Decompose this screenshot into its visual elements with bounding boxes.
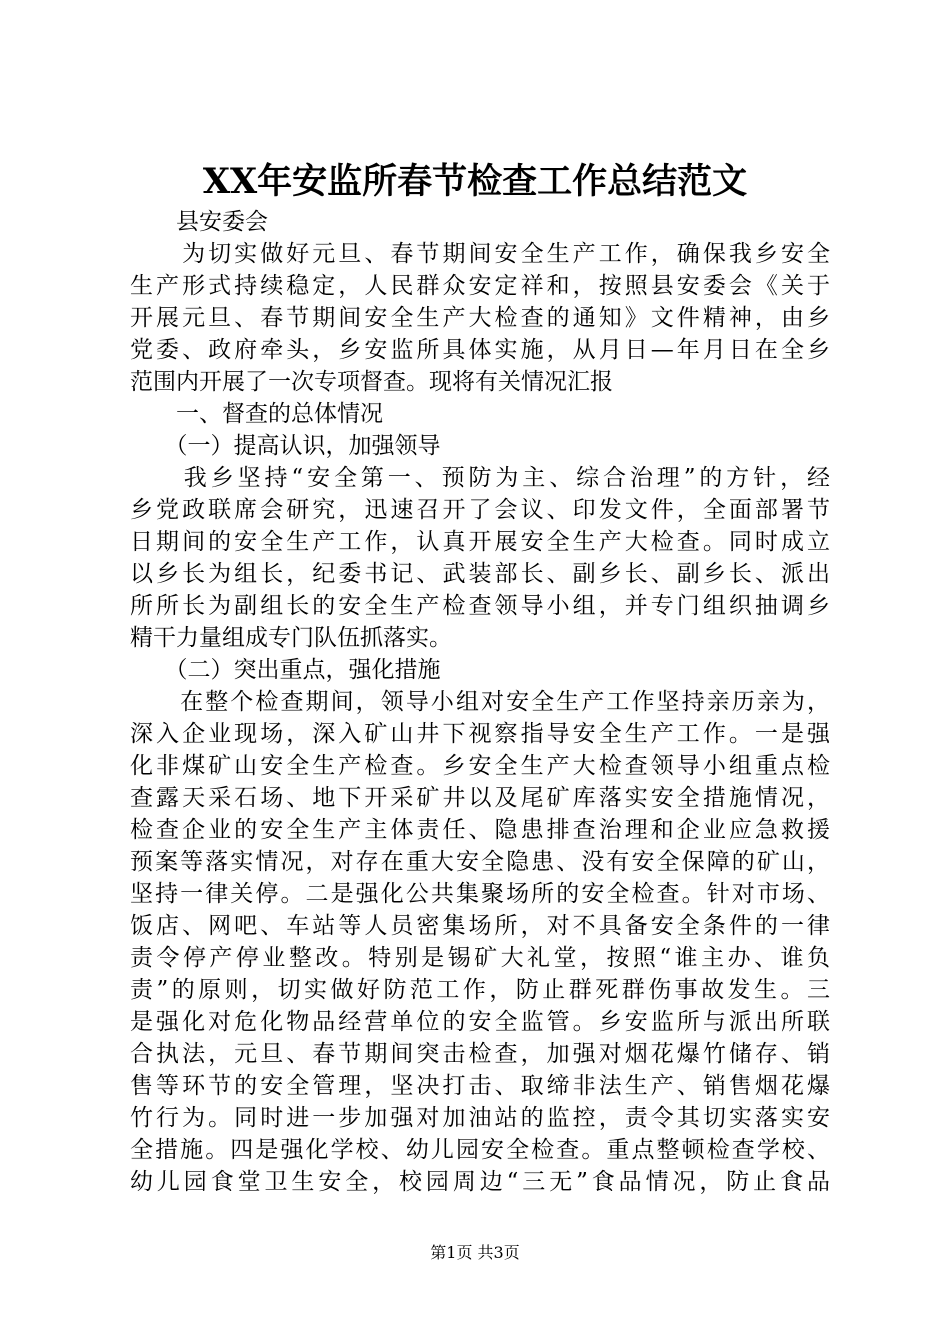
text-line: 党委、政府牵头，乡安监所具体实施，从月日—年月日在全乡 [130,337,830,363]
text-line: 以乡长为组长，纪委书记、武装部长、副乡长、副乡长、派出 [130,561,830,587]
document-title: XX年安监所春节检查工作总结范文 [202,161,748,202]
text-line: 日期间的安全生产工作，认真开展安全生产大检查。同时成立 [130,529,830,555]
text-line: 售等环节的安全管理，坚决打击、取缔非法生产、销售烟花爆 [130,1073,830,1099]
text-line: 乡党政联席会研究，迅速召开了会议、印发文件，全面部署节 [130,497,830,523]
text-line: 饭店、网吧、车站等人员密集场所，对不具备安全条件的一律 [130,913,830,939]
text-line: 县安委会 [130,209,268,235]
text-line: 是强化对危化物品经营单位的安全监管。乡安监所与派出所联 [130,1009,830,1035]
text-line: 开展元旦、春节期间安全生产大检查的通知》文件精神，由乡 [130,305,830,331]
text-line: 范围内开展了一次专项督查。现将有关情况汇报 [130,369,613,395]
text-line: 为切实做好元旦、春节期间安全生产工作，确保我乡安全 [130,241,830,267]
text-line: 坚持一律关停。二是强化公共集聚场所的安全检查。针对市场、 [130,881,830,907]
text-line: （二）突出重点，强化措施 [130,657,441,683]
text-line: 预案等落实情况，对存在重大安全隐患、没有安全保障的矿山， [130,849,830,875]
text-line: 深入企业现场，深入矿山井下视察指导安全生产工作。一是强 [130,721,830,747]
page-footer: 第1页 共3页 [430,1243,520,1262]
text-line: 一、督查的总体情况 [130,401,383,427]
text-line: 检查企业的安全生产主体责任、隐患排查治理和企业应急救援 [130,817,830,843]
text-line: （一）提高认识，加强领导 [130,433,441,459]
text-line: 我乡坚持“安全第一、预防为主、综合治理”的方针，经 [130,465,830,491]
text-line: 精干力量组成专门队伍抓落实。 [130,625,452,651]
text-line: 责”的原则，切实做好防范工作，防止群死群伤事故发生。三 [130,977,830,1003]
text-line: 在整个检查期间，领导小组对安全生产工作坚持亲历亲为， [130,689,830,715]
text-line: 全措施。四是强化学校、幼儿园安全检查。重点整顿检查学校、 [130,1137,830,1163]
text-line: 责令停产停业整改。特别是锡矿大礼堂，按照“谁主办、谁负 [130,945,830,971]
text-line: 幼儿园食堂卫生安全，校园周边“三无”食品情况，防止食品 [130,1169,830,1195]
text-line: 生产形式持续稳定，人民群众安定祥和，按照县安委会《关于 [130,273,830,299]
text-line: 竹行为。同时进一步加强对加油站的监控，责令其切实落实安 [130,1105,830,1131]
text-line: 合执法，元旦、春节期间突击检查，加强对烟花爆竹储存、销 [130,1041,830,1067]
text-line: 所所长为副组长的安全生产检查领导小组，并专门组织抽调乡 [130,593,830,619]
document-body [130,206,830,1198]
text-line: 查露天采石场、地下开采矿井以及尾矿库落实安全措施情况， [130,785,830,811]
text-line: 化非煤矿山安全生产检查。乡安全生产大检查领导小组重点检 [130,753,830,779]
